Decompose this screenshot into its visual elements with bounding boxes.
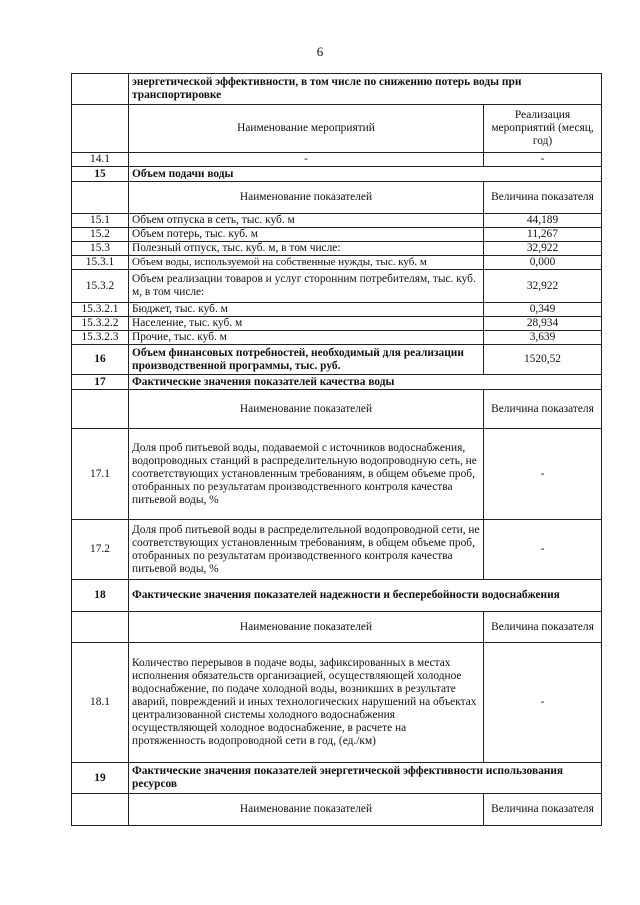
row-value: 32,922 — [484, 270, 602, 303]
column-header-name: Наименование показателей — [129, 794, 484, 826]
column-header-name: Наименование показателей — [129, 612, 484, 643]
row-name: Объем воды, используемой на собственные нужды, тыс. куб. м — [129, 256, 484, 270]
row-value: 32,922 — [484, 242, 602, 256]
column-header-value: Величина показателя — [484, 182, 602, 214]
column-header-value: Величина показателя — [484, 390, 602, 429]
section-number: 19 — [72, 763, 129, 794]
section-row — [72, 167, 602, 182]
program-table — [71, 73, 602, 826]
section-number: 18 — [72, 580, 129, 612]
row-number: 15.3.2.3 — [72, 331, 129, 345]
section-title: Фактические значения показателей надежности и бесперебойности водоснабжения — [129, 580, 602, 612]
section-row — [72, 375, 602, 390]
row-number: 15.3.2.2 — [72, 317, 129, 331]
row-number: 15.3 — [72, 242, 129, 256]
row-name: Доля проб питьевой воды в распределительной водопроводной сети, не соответствующих установленным требованиям, в общем объеме проб, отобранных по результатам производственного контроля качества питьевой воды, % — [129, 520, 484, 580]
table-header-row — [72, 390, 602, 429]
row-name: Полезный отпуск, тыс. куб. м, в том числе: — [129, 242, 484, 256]
row-value: 44,189 — [484, 214, 602, 228]
column-header-value: Реализация мероприятий (месяц, год) — [484, 105, 602, 153]
row-name: Объем реализации товаров и услуг сторонним потребителям, тыс. куб. м, в том числе: — [129, 270, 484, 303]
table-row — [72, 214, 602, 228]
row-name: Объем отпуска в сеть, тыс. куб. м — [129, 214, 484, 228]
row-value: 0,349 — [484, 303, 602, 317]
table-header-row — [72, 182, 602, 214]
row-number: 15.3.1 — [72, 256, 129, 270]
page-number: 6 — [316, 44, 324, 59]
row-value: 0,000 — [484, 256, 602, 270]
column-header-name: Наименование показателей — [129, 390, 484, 429]
row-number — [72, 390, 129, 429]
row-number: 18.1 — [72, 643, 129, 763]
row-name: Объем потерь, тыс. куб. м — [129, 228, 484, 242]
row-name: Бюджет, тыс. куб. м — [129, 303, 484, 317]
column-header-name: Наименование показателей — [129, 182, 484, 214]
row-number — [72, 794, 129, 826]
section-title-continued: энергетической эффективности, в том числе по снижению потерь воды при транспортировке — [129, 74, 602, 105]
section-number: 17 — [72, 375, 129, 390]
section-row — [72, 580, 602, 612]
section-row — [72, 763, 602, 794]
section-title: Объем подачи воды — [129, 167, 602, 182]
table-row — [72, 242, 602, 256]
table-row — [72, 331, 602, 345]
table-row — [72, 153, 602, 167]
section-title: Фактические значения показателей качества воды — [129, 375, 602, 390]
row-number — [72, 105, 129, 153]
row-number: 15.3.2 — [72, 270, 129, 303]
section-number: 16 — [72, 345, 129, 375]
row-value: - — [484, 429, 602, 520]
section-row — [72, 345, 602, 375]
row-name: Доля проб питьевой воды, подаваемой с источников водоснабжения, водопроводных станций в распределительную водопроводную сеть, не соответствующих установленным требованиям, в общем объеме проб, отобранных по результатам производственного контроля качества питьевой воды, % — [129, 429, 484, 520]
row-number — [72, 612, 129, 643]
table-row — [72, 520, 602, 580]
row-value: 1520,52 — [484, 345, 602, 375]
table-row — [72, 303, 602, 317]
row-number: 15.3.2.1 — [72, 303, 129, 317]
row-name: Количество перерывов в подаче воды, зафиксированных в местах исполнения обязательств организацией, осуществляющей холодное водоснабжение, по подаче холодной воды, возникших в результате аварий, повреждений и иных технологических нарушений на объектах централизованной системы холодного водоснабжения осуществляющей холодное водоснабжение, в расчете на протяженность водопроводной сети в год, (ед./км) — [129, 643, 484, 763]
column-header-value: Величина показателя — [484, 612, 602, 643]
section-number: 15 — [72, 167, 129, 182]
row-number: 14.1 — [72, 153, 129, 167]
row-name: Население, тыс. куб. м — [129, 317, 484, 331]
table-row — [72, 643, 602, 763]
table-header-row — [72, 612, 602, 643]
row-number: 15.1 — [72, 214, 129, 228]
row-name: - — [129, 153, 484, 167]
row-value: - — [484, 520, 602, 580]
row-value: - — [484, 153, 602, 167]
row-number: 17.1 — [72, 429, 129, 520]
table-row — [72, 256, 602, 270]
table-row — [72, 429, 602, 520]
row-value: 28,934 — [484, 317, 602, 331]
table-row — [72, 317, 602, 331]
section-title: Фактические значения показателей энергетической эффективности использования ресурсов — [129, 763, 602, 794]
table-header-row — [72, 794, 602, 826]
row-number — [72, 74, 129, 105]
section-title: Объем финансовых потребностей, необходимый для реализации производственной программы, тыс. руб. — [129, 345, 484, 375]
table-row — [72, 74, 602, 105]
row-value: - — [484, 643, 602, 763]
table-row — [72, 270, 602, 303]
table-row — [72, 228, 602, 242]
column-header-value: Величина показателя — [484, 794, 602, 826]
row-value: 3,639 — [484, 331, 602, 345]
row-number — [72, 182, 129, 214]
table-header-row — [72, 105, 602, 153]
row-number: 17.2 — [72, 520, 129, 580]
row-name: Прочие, тыс. куб. м — [129, 331, 484, 345]
row-number: 15.2 — [72, 228, 129, 242]
row-value: 11,267 — [484, 228, 602, 242]
column-header-name: Наименование мероприятий — [129, 105, 484, 153]
